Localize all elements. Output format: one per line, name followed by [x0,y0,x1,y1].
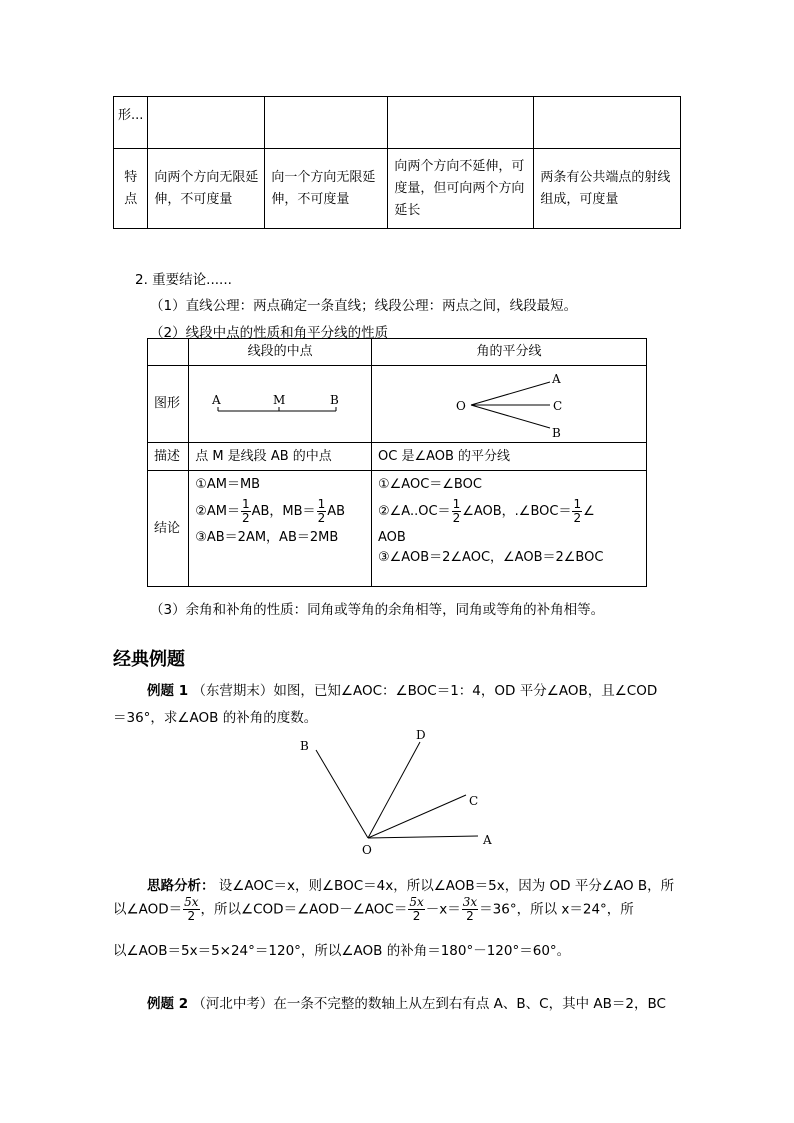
comparison-table [113,96,681,229]
concl-right-1: ①∠AOC＝∠BOC [378,477,482,492]
example2-label: 例题 2 [147,996,189,1012]
conclusion-item-1: （1）直线公理：两点确定一条直线；线段公理：两点之间，线段最短。 [150,298,578,314]
example2-line1 [147,992,666,1012]
numerator: 1 [573,497,582,511]
cell [148,97,265,149]
denominator: 2 [317,511,326,525]
feature-ray: 向一个方向无限延伸，不可度量 [265,149,388,229]
text: 以∠AOD＝ [113,901,183,918]
example1-label: 例题 1 [147,683,189,699]
ray-oc [368,795,466,838]
label-b: B [300,739,309,753]
desc-bisector: OC 是∠AOB 的平分线 [372,443,647,471]
conclusion-bisector [372,471,647,587]
label-c: C [553,399,563,413]
header-blank [148,339,189,366]
label-a: A [212,393,221,407]
fraction-half [572,498,582,525]
text: ②∠A..OC＝ [378,504,451,519]
denominator: 2 [187,909,196,923]
label-c: C [469,794,479,808]
feature-angle: 两条有公共端点的射线组成，可度量 [534,149,681,229]
row-label-feature: 特点 [114,149,148,229]
concl-right-3: ③∠AOB＝2∠AOC，∠AOB＝2∠BOC [378,550,604,565]
concl-mid-2 [195,498,365,525]
fraction-half [241,498,251,525]
ray-oa [368,836,478,838]
numerator: 1 [452,497,461,511]
desc-midpoint: 点 M 是线段 AB 的中点 [189,443,372,471]
example1-line2: ＝36°，求∠AOB 的补角的度数。 [113,710,318,726]
text: ∠AOB，.∠BOC＝ [462,504,572,519]
angle-figure-cell [372,366,647,443]
concl-right-2-cont: AOB [378,530,406,545]
ray-ob [316,750,368,838]
analysis-label: 思路分析： [147,878,215,894]
row-label-figure: 形... [114,97,148,149]
numerator: 3x [462,895,478,909]
fraction-5x-over-2 [183,896,199,923]
fraction-3x-over-2 [462,896,478,923]
segment-figure [189,366,369,442]
numerator: 5x [409,895,424,909]
angle-bisector-figure [372,366,646,442]
example1-line1 [147,679,657,699]
numerator: 1 [241,497,250,511]
header-midpoint: 线段的中点 [189,339,372,366]
concl-mid-3: ③AB＝2AM，AB＝2MB [195,530,339,545]
row-figure-label: 图形 [148,366,189,443]
row-conclusion-label: 结论 [148,471,189,587]
text: AB，MB＝ [251,504,316,519]
text: AB [327,504,346,519]
cell [534,97,681,149]
numerator: 1 [317,497,326,511]
ray-oa [471,382,550,405]
feature-line: 向两个方向无限延伸，不可度量 [148,149,265,229]
fraction-half [452,498,462,525]
denominator: 2 [466,909,474,923]
label-b: B [552,426,561,440]
text: ②AM＝ [195,504,240,519]
numerator: 5x [184,895,199,909]
label-m: M [273,393,286,407]
concl-mid-1: ①AM＝MB [195,477,261,492]
label-o: O [362,843,372,855]
text: ∠ [583,504,595,519]
row-desc-label: 描述 [148,443,189,471]
text: ＝36°，所以 x＝24°，所 [479,901,634,918]
conclusion-item-2: （2）线段中点的性质和角平分线的性质 [150,325,389,341]
fraction-5x-over-2 [408,896,424,923]
label-b: B [330,393,340,407]
properties-table [147,338,647,587]
example2-text: （河北中考）在一条不完整的数轴上从左到右有点 A、B、C，其中 AB＝2，BC [192,996,666,1012]
denominator: 2 [573,511,582,525]
label-a: A [552,372,561,386]
fraction-half [317,498,327,525]
ray-od [368,742,420,838]
denominator: 2 [412,909,421,923]
text: －x＝ [425,901,461,918]
label-d: D [416,728,426,742]
conclusion-midpoint [189,471,372,587]
example1-text: （东营期末）如图，已知∠AOC：∠BOC＝1：4，OD 平分∠AOB，且∠COD [192,683,658,699]
analysis-text: 设∠AOC＝x，则∠BOC＝4x，所以∠AOB＝5x，因为 OD 平分∠AO B，所 [218,878,675,894]
denominator: 2 [452,511,461,525]
analysis-line2 [113,896,634,923]
label-a: A [483,833,492,847]
feature-segment: 向两个方向不延伸，可度量，但可向两个方向延长 [388,149,534,229]
ray-ob [471,405,550,428]
example1-figure [0,725,794,855]
cell [265,97,388,149]
analysis-line3: 以∠AOB＝5x＝5×24°＝120°，所以∠AOB 的补角＝180°－120°＝60°。 [113,943,571,959]
text: ，所以∠COD＝∠AOD－∠AOC＝ [200,901,408,918]
examples-heading: 经典例题 [113,649,185,670]
section-heading: 2. 重要结论...... [135,272,232,288]
cell [388,97,534,149]
analysis-line1 [147,874,674,894]
label-o: O [456,399,466,413]
segment-figure-cell [189,366,372,443]
conclusion-item-3: （3）余角和补角的性质：同角或等角的余角相等，同角或等角的补角相等。 [150,602,605,618]
denominator: 2 [241,511,250,525]
concl-right-2 [378,498,640,525]
header-bisector: 角的平分线 [372,339,647,366]
